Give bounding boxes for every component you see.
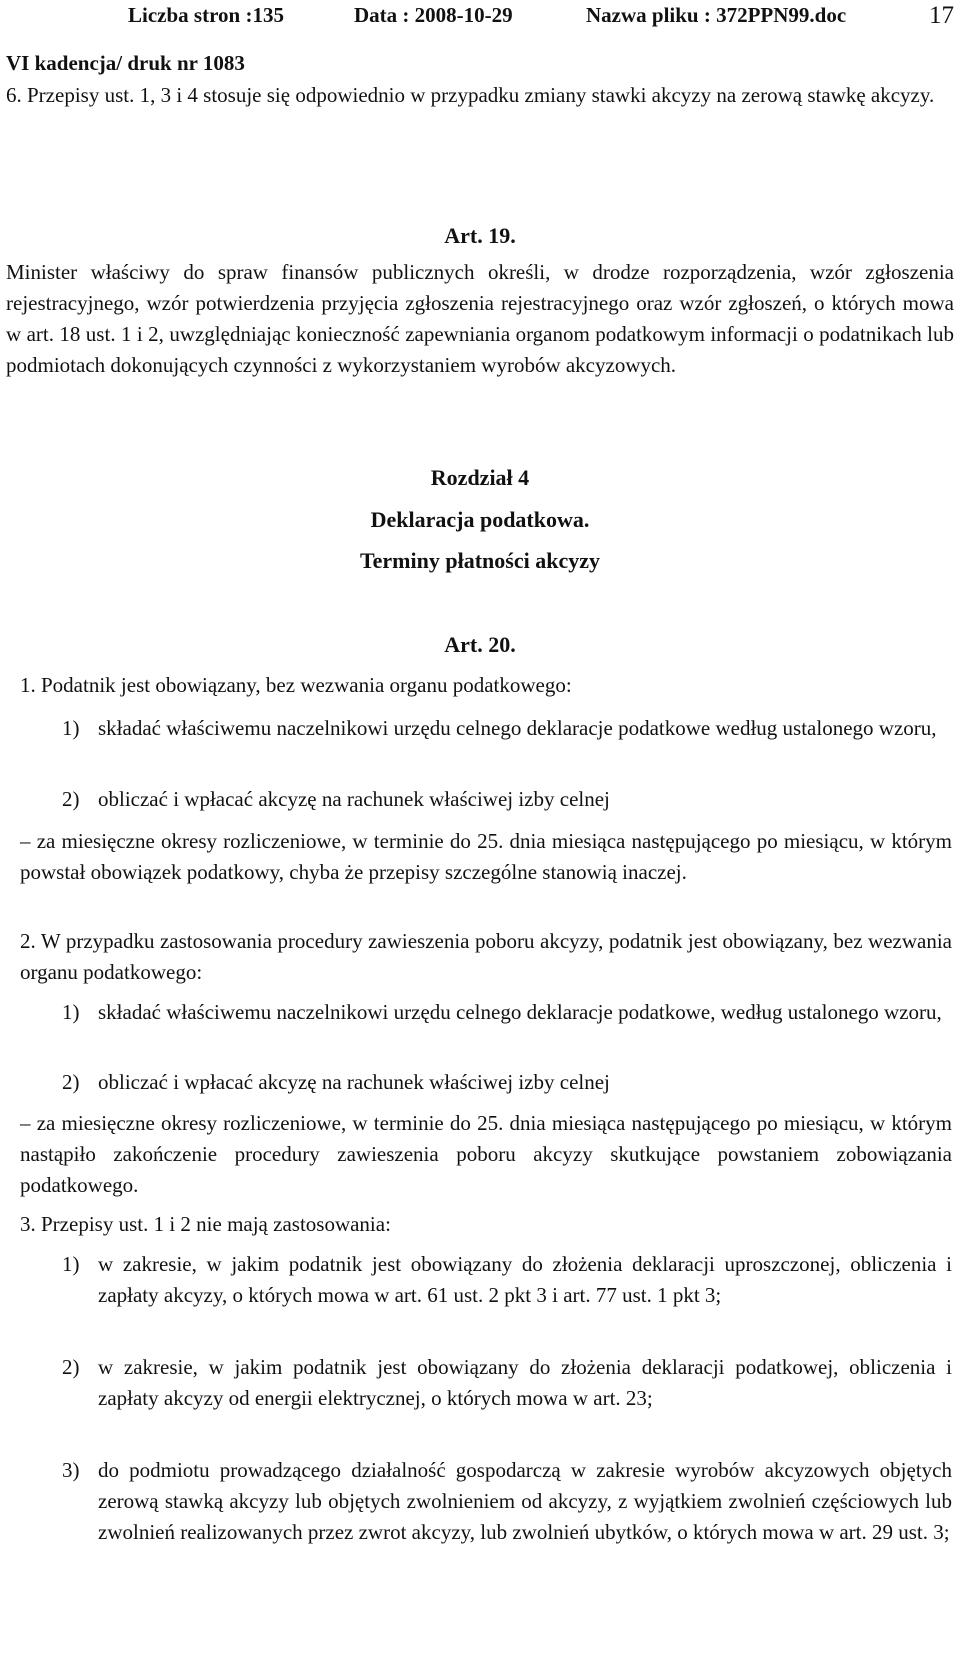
item-number: 1)	[62, 1000, 80, 1024]
article-19-text: Minister właściwy do spraw finansów publicznych określi, w drodze rozporządzenia, wzór zgłoszenia rejestracyjnego, wzór potwierdzenia przyjęcia zgłoszenia rejestracyjnego oraz wzór zgłoszeń, o których mowa w art. 18 ust. 1 i 2, uwzględniając konieczność zapewniania organom podatkowym informacji o podatnikach lub podmiotach dokonujących czynności z wykorzystaniem wyrobów akcyzowych.	[6, 260, 954, 377]
section-2-item-2	[62, 1067, 952, 1098]
header-date: Data : 2008-10-29	[354, 3, 513, 27]
chapter-title-line-1: Deklaracja podatkowa.	[370, 507, 590, 532]
item-text: składać właściwemu naczelnikowi urzędu celnego deklaracje podatkowe według ustalonego wzoru,	[98, 716, 937, 740]
article-19-heading: Art. 19.	[444, 223, 516, 248]
section-3-item-1	[62, 1249, 952, 1311]
item-text: obliczać i wpłacać akcyzę na rachunek właściwej izby celnej	[98, 787, 610, 811]
page-header	[0, 0, 960, 34]
page-number: 17	[929, 2, 954, 29]
header-page-count: Liczba stron :135	[128, 3, 284, 27]
section-2-item-1	[62, 997, 952, 1028]
article-20-section-1: 1. Podatnik jest obowiązany, bez wezwania organu podatkowego:	[20, 673, 572, 697]
item-number: 3)	[62, 1458, 80, 1482]
item-number: 2)	[62, 787, 80, 811]
article-20-heading: Art. 20.	[444, 632, 516, 657]
item-text: do podmiotu prowadzącego działalność gospodarczą w zakresie wyrobów akcyzowych objętych zerową stawką akcyzy lub objętych zwolnieniem od akcyzy, z wyjątkiem zwolnień częściowych lub zwolnień realizowanych przez zwrot akcyzy, lub zwolnień ubytków, o których mowa w art. 29 ust. 3;	[98, 1458, 952, 1544]
item-text: obliczać i wpłacać akcyzę na rachunek właściwej izby celnej	[98, 1070, 610, 1094]
header-file-name: Nazwa pliku : 372PPN99.doc	[586, 3, 847, 27]
item-number: 1)	[62, 1252, 80, 1276]
item-number: 2)	[62, 1355, 80, 1379]
section-1-item-1	[62, 713, 952, 744]
section-2-closing-text: – za miesięczne okresy rozliczeniowe, w terminie do 25. dnia miesiąca następującego po miesiącu, w którym nastąpiło zakończenie procedury zawieszenia poboru akcyzy skutkujące powstaniem zobowiązania podatkowego.	[20, 1111, 952, 1197]
chapter-heading: Rozdział 4	[430, 465, 530, 490]
section-3-item-3	[62, 1455, 952, 1548]
section-1-closing-text: – za miesięczne okresy rozliczeniowe, w terminie do 25. dnia miesiąca następującego po miesiącu, w którym powstał obowiązek podatkowy, chyba że przepisy szczególne stanowią inaczej.	[20, 829, 952, 884]
section-1-item-2	[62, 784, 952, 815]
item-number: 1)	[62, 716, 80, 740]
article-20-section-3: 3. Przepisy ust. 1 i 2 nie mają zastosowania:	[20, 1212, 391, 1236]
section-3-item-2	[62, 1352, 952, 1414]
item-text: w zakresie, w jakim podatnik jest obowiązany do złożenia deklaracji uproszczonej, obliczenia i zapłaty akcyzy, o których mowa w art. 61 ust. 2 pkt 3 i art. 77 ust. 1 pkt 3;	[98, 1252, 952, 1307]
header-session: VI kadencja/ druk nr 1083	[6, 51, 245, 75]
item-text: w zakresie, w jakim podatnik jest obowiązany do złożenia deklaracji podatkowej, obliczenia i zapłaty akcyzy od energii elektrycznej, o których mowa w art. 23;	[98, 1355, 952, 1410]
article-20-section-2: 2. W przypadku zastosowania procedury zawieszenia poboru akcyzy, podatnik jest obowiązany, bez wezwania organu podatkowego:	[20, 929, 952, 984]
item-text: składać właściwemu naczelnikowi urzędu celnego deklaracje podatkowe, według ustalonego wzoru,	[98, 1000, 942, 1024]
paragraph-6: 6. Przepisy ust. 1, 3 i 4 stosuje się odpowiednio w przypadku zmiany stawki akcyzy na zerową stawkę akcyzy.	[6, 83, 935, 107]
item-number: 2)	[62, 1070, 80, 1094]
chapter-title-line-2: Terminy płatności akcyzy	[360, 548, 600, 573]
